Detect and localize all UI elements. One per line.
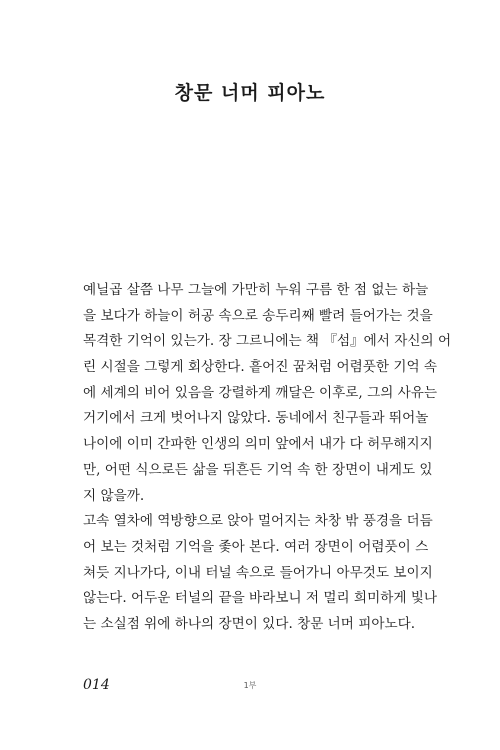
paragraph-2 [83,509,438,637]
text-line: 예닐곱 살쯤 나무 그늘에 가만히 누워 구름 한 점 없는 하늘 [83,282,429,298]
section-label: 1부 [243,681,257,690]
paragraph-1 [83,278,452,509]
body-text [83,278,452,638]
text-line: 에 세계의 비어 있음을 강렬하게 깨달은 이후로, 그의 사유는 [83,384,438,401]
text-line: 을 보다가 하늘이 허공 속으로 송두리째 빨려 들어가는 것을 [83,307,433,324]
text-line: 거기에서 크게 벗어나지 않았다. 동네에서 친구들과 뛰어놀 [83,410,429,427]
text-line: 는 소실점 위에 하나의 장면이 있다. 창문 너머 피아노다. [83,615,416,632]
text-line: 지 않을까. [83,487,145,504]
text-line: 목격한 기억이 있는가. 장 그르니에는 책 『섬』에서 자신의 어 [83,333,452,350]
text-line: 어 보는 것처럼 기억을 좇아 본다. 여러 장면이 어렴풋이 스 [83,538,429,555]
text-line: 않는다. 어두운 터널의 끝을 바라보니 저 멀리 희미하게 빛나 [83,590,438,607]
text-line: 나이에 이미 간파한 인생의 의미 앞에서 내가 다 허무해지지 [83,436,433,453]
text-line: 쳐듯 지나가다, 이내 터널 속으로 들어가니 아무것도 보이지 [83,564,433,581]
chapter-title: 창문 너머 피아노 [174,82,326,104]
text-line: 린 시절을 그렇게 회상한다. 흩어진 꿈처럼 어렴풋한 기억 속 [83,359,438,376]
text-line: 만, 어떤 식으로든 삶을 뒤흔든 기억 속 한 장면이 내게도 있 [83,461,433,478]
text-line: 고속 열차에 역방향으로 앉아 멀어지는 차창 밖 풍경을 더듬 [83,513,433,530]
page-number: 014 [83,677,110,693]
